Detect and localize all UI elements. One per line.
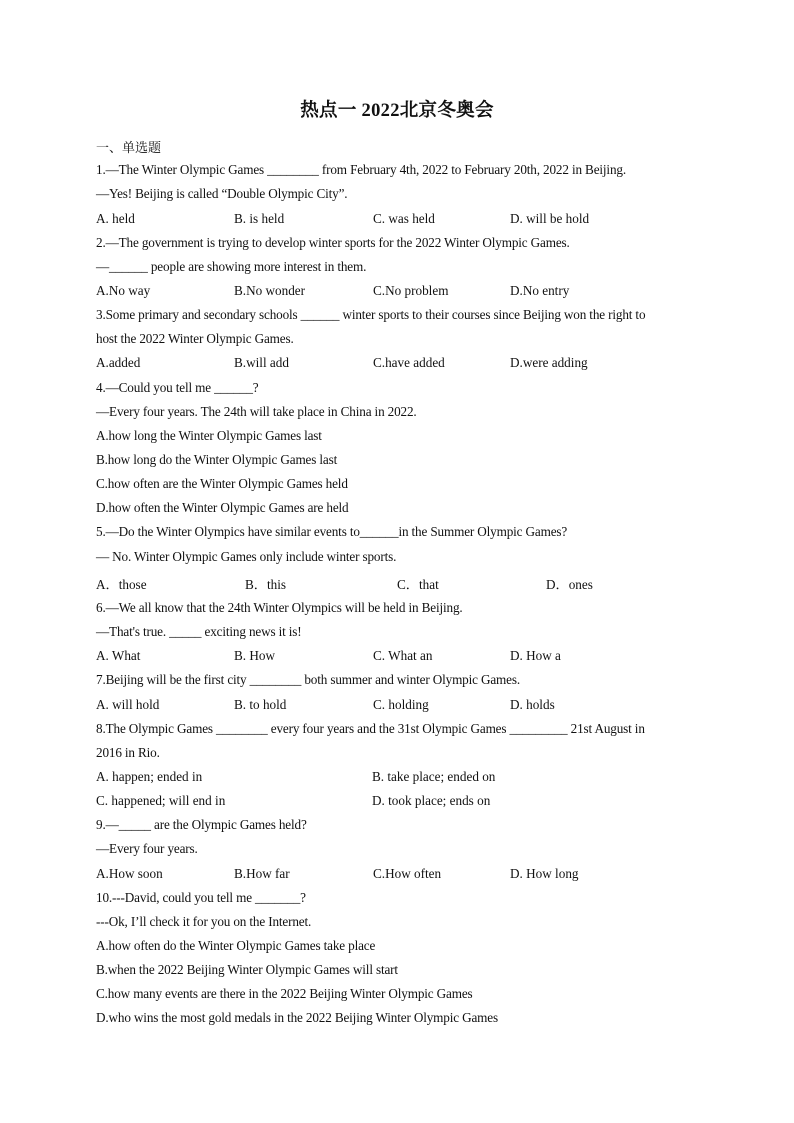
question-6-option-a: A. What [96, 648, 141, 663]
question-4-option-a: A.how long the Winter Olympic Games last [96, 428, 322, 443]
question-2-stem: 2.—The government is trying to develop winter sports for the 2022 Winter Olympic Games. [96, 235, 570, 250]
question-9-stem: 9.—_____ are the Olympic Games held? [96, 817, 307, 832]
question-5-option-b: B．this [245, 577, 287, 592]
question-2-reply: —______ people are showing more interest in them. [96, 259, 367, 274]
question-2-option-d: D.No entry [510, 283, 570, 298]
question-5-option-d: D．ones [546, 577, 593, 592]
question-4-stem: 4.—Could you tell me ______? [96, 380, 259, 395]
question-9-option-a: A.How soon [96, 866, 163, 881]
question-1-option-d: D. will be hold [510, 211, 590, 226]
question-3-stem-continued: host the 2022 Winter Olympic Games. [96, 331, 294, 346]
question-7-option-c: C. holding [373, 697, 429, 712]
question-3-option-c: C.have added [373, 355, 445, 370]
question-10-option-d: D.who wins the most gold medals in the 2022 Beijing Winter Olympic Games [96, 1010, 498, 1025]
question-10-option-a: A.how often do the Winter Olympic Games take place [96, 938, 376, 953]
question-10-option-c: C.how many events are there in the 2022 Beijing Winter Olympic Games [96, 986, 473, 1001]
question-9-reply: —Every four years. [96, 841, 198, 856]
question-4-option-d: D.how often the Winter Olympic Games are held [96, 500, 349, 515]
question-4-option-c: C.how often are the Winter Olympic Games held [96, 476, 348, 491]
question-10-option-b: B.when the 2022 Beijing Winter Olympic Games will start [96, 962, 398, 977]
question-9-option-d: D. How long [510, 866, 579, 881]
question-10-stem: 10.---David, could you tell me _______? [96, 890, 306, 905]
question-3-option-d: D.were adding [510, 355, 588, 370]
section-heading: 一、单选题 [96, 141, 162, 156]
question-6-stem: 6.—We all know that the 24th Winter Olympics will be held in Beijing. [96, 600, 463, 615]
question-9-option-b: B.How far [234, 866, 290, 881]
document-title: 热点一 2022北京冬奥会 [300, 101, 494, 121]
question-5-option-c: C．that [397, 577, 439, 592]
question-10-reply: ---Ok, I’ll check it for you on the Internet. [96, 914, 312, 929]
question-6-option-b: B. How [234, 648, 276, 663]
question-1-option-a: A. held [96, 211, 135, 226]
question-8-option-c: C. happened; will end in [96, 793, 226, 808]
question-2-option-a: A.No way [96, 283, 151, 298]
question-8-option-b: B. take place; ended on [372, 769, 496, 784]
question-5-reply: — No. Winter Olympic Games only include winter sports. [96, 549, 397, 564]
question-1-option-b: B. is held [234, 211, 285, 226]
question-7-option-d: D. holds [510, 697, 555, 712]
question-3-stem: 3.Some primary and secondary schools ______ winter sports to their courses since Beijing won the right to [96, 307, 646, 322]
question-2-option-b: B.No wonder [234, 283, 306, 298]
question-5-option-a: A．those [96, 577, 147, 592]
question-6-option-c: C. What an [373, 648, 433, 663]
question-3-option-a: A.added [96, 355, 141, 370]
question-1-option-c: C. was held [373, 211, 435, 226]
question-9-option-c: C.How often [373, 866, 442, 881]
question-7-option-a: A. will hold [96, 697, 160, 712]
question-4-reply: —Every four years. The 24th will take place in China in 2022. [96, 404, 417, 419]
question-8-stem-continued: 2016 in Rio. [96, 745, 160, 760]
question-8-option-d: D. took place; ends on [372, 793, 491, 808]
question-7-option-b: B. to hold [234, 697, 287, 712]
question-2-option-c: C.No problem [373, 283, 449, 298]
question-4-option-b: B.how long do the Winter Olympic Games last [96, 452, 338, 467]
question-8-option-a: A. happen; ended in [96, 769, 203, 784]
question-6-reply: —That's true. _____ exciting news it is! [96, 624, 302, 639]
question-8-stem: 8.The Olympic Games ________ every four years and the 31st Olympic Games _________ 21st August in [96, 721, 645, 736]
question-3-option-b: B.will add [234, 355, 289, 370]
question-1-reply: —Yes! Beijing is called “Double Olympic City”. [96, 186, 348, 201]
question-1-stem: 1.—The Winter Olympic Games ________ from February 4th, 2022 to February 20th, 2022 in Beijing. [96, 162, 626, 177]
question-7-stem: 7.Beijing will be the first city ________ both summer and winter Olympic Games. [96, 672, 521, 687]
question-5-stem: 5.—Do the Winter Olympics have similar events to______in the Summer Olympic Games? [96, 524, 568, 539]
question-6-option-d: D. How a [510, 648, 561, 663]
